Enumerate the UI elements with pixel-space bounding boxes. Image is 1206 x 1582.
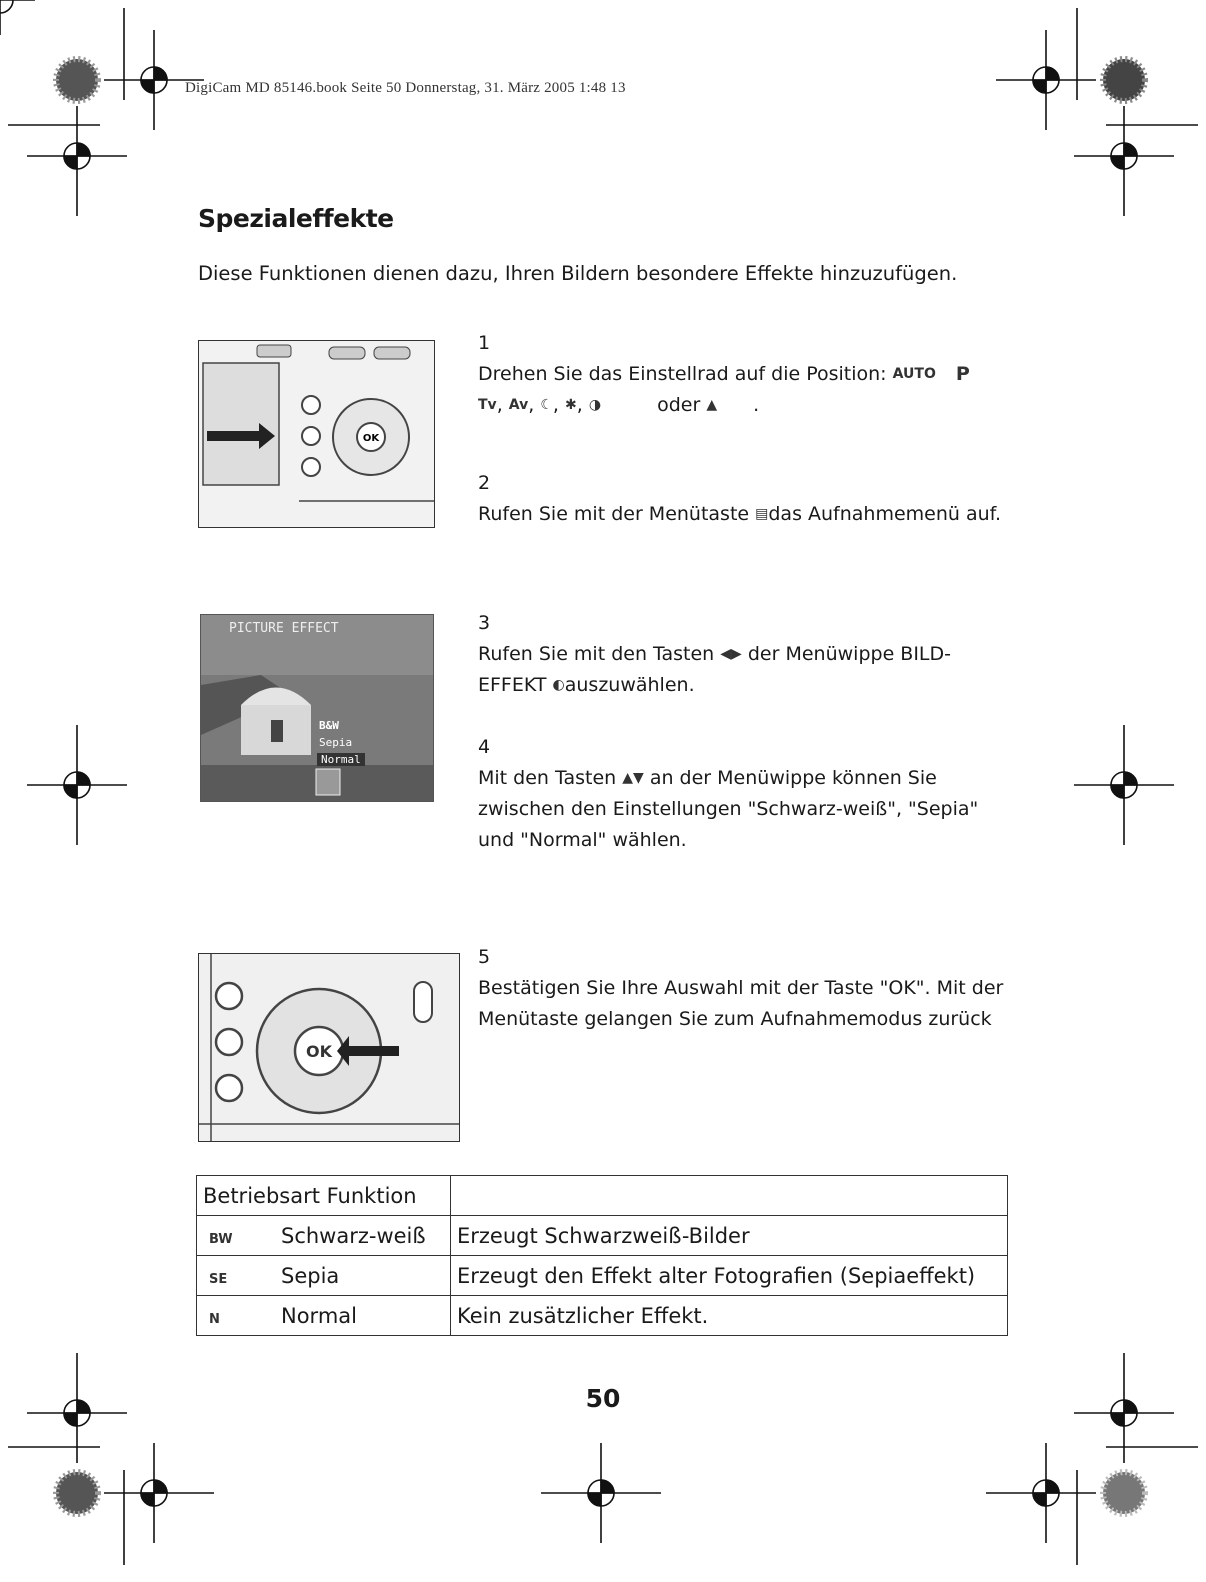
step-5 [478,942,1008,1035]
step-text-end: . [753,394,760,416]
step-number: 1 [478,332,491,354]
table-row [197,1296,1008,1336]
step-text: an der Menüwippe können Sie zwischen den Einstellungen "Schwarz-weiß", "Sepia" und "Normal" wählen. [478,767,979,851]
step-text-or: oder [657,394,701,416]
svg-text:OK: OK [362,433,380,444]
table-cell-description: Kein zusätzlicher Effekt. [451,1296,1008,1336]
step-text: Rufen Sie mit der Menütaste [478,503,750,525]
camera-back-illustration [198,340,435,528]
step-text: auszuwählen. [564,674,695,696]
print-header: DigiCam MD 85146.book Seite 50 Donnerstag, 31. März 2005 1:48 13 [185,80,626,96]
step-text: Bestätigen Sie Ihre Auswahl mit der Taste "OK". Mit der Menütaste gelangen Sie zum Aufnahmemodus zurück [478,977,1004,1030]
table-header-cell [451,1176,1008,1216]
intro-text: Diese Funktionen dienen dazu, Ihren Bildern besondere Effekte hinzuzufügen. [198,262,958,285]
left-right-keys-icon: ◀▶ [720,646,742,662]
step-number: 2 [478,472,491,494]
tv-mode-icon: Tv [478,397,497,413]
table-cell-description: Erzeugt Schwarzweiß-Bilder [451,1216,1008,1256]
menu-button-icon: ▤ [755,506,769,522]
camera-auto-icon: AUTO [892,366,936,382]
control-pad-drawing [199,954,459,1141]
table-cell-mode [197,1216,451,1256]
lcd-option-bw[interactable]: B&W [319,719,339,732]
step-4 [478,732,1008,856]
table-row [197,1256,1008,1296]
lcd-scene [201,615,433,801]
step-text: Drehen Sie das Einstellrad auf die Position: [478,363,887,385]
landscape-mode-icon: ▲ [706,397,718,413]
step-number: 5 [478,946,491,968]
mode-name: Sepia [281,1263,340,1288]
step-text: Mit den Tasten [478,767,617,789]
night-mode-icon: ☾ [540,397,553,413]
portrait-mode-icon: ◑ [588,397,602,413]
table-header-cell: Betriebsart Funktion [197,1176,451,1216]
step-2 [478,468,1008,530]
normal-effect-icon: N [209,1311,220,1327]
step-text: Rufen Sie mit den Tasten [478,643,715,665]
up-down-keys-icon: ▲▼ [622,770,644,786]
step-text: der Menüwippe BILD-EFFEKT [478,643,952,696]
table-row [197,1216,1008,1256]
control-pad-illustration [198,953,460,1142]
svg-text:OK: OK [306,1042,332,1061]
mode-name: Schwarz-weiß [281,1223,426,1248]
effect-mode-table [196,1175,1008,1336]
table-cell-mode [197,1296,451,1336]
page-title: Spezialeffekte [198,204,394,233]
bw-effect-icon: BW [209,1231,233,1247]
lcd-option-normal[interactable]: Normal [317,753,365,766]
picture-effect-icon: ◐ [552,677,565,693]
table-header-row [197,1176,1008,1216]
mode-name: Normal [281,1303,357,1328]
table-cell-description: Erzeugt den Effekt alter Fotografien (Sepiaeffekt) [451,1256,1008,1296]
sport-mode-icon: ✱ [565,397,577,413]
program-mode-icon: P [955,363,970,385]
step-number: 4 [478,736,491,758]
camera-back-drawing [199,341,434,527]
sepia-effect-icon: SE [209,1271,228,1287]
step-1: 1 Drehen Sie das Einstellrad auf die Position: AUTO P Tv, Av, ☾, ✱, ◑ oder ▲ . [478,328,1008,421]
step-text: das Aufnahmemenü auf. [768,503,1002,525]
step-3 [478,608,1008,701]
lcd-option-sepia[interactable]: Sepia [319,736,353,749]
table-cell-mode [197,1256,451,1296]
lcd-menu-illustration [200,614,434,802]
page-number: 50 [585,1384,621,1413]
lcd-menu-title: PICTURE EFFECT [229,621,339,636]
av-mode-icon: Av [508,397,529,413]
step-number: 3 [478,612,491,634]
